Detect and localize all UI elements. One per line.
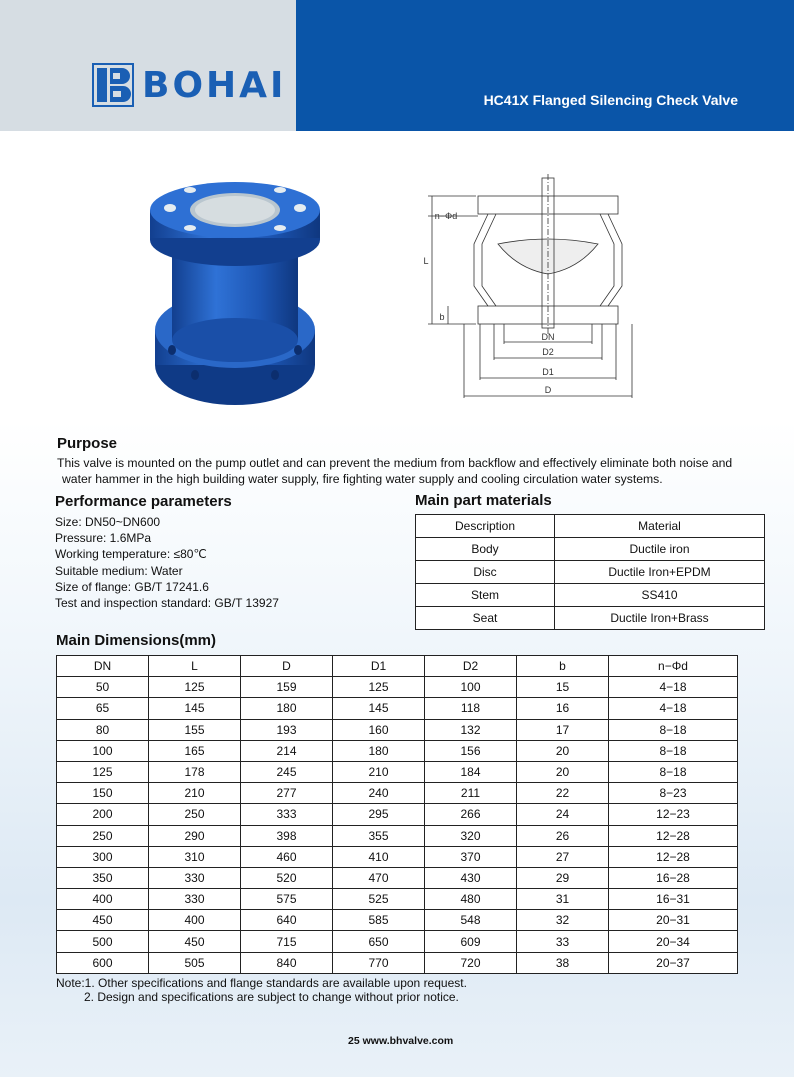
table-cell: 80 <box>57 719 149 740</box>
bohai-logo-icon <box>92 63 134 107</box>
table-cell: 240 <box>333 783 425 804</box>
table-cell: 118 <box>425 698 517 719</box>
table-cell: 22 <box>517 783 609 804</box>
materials-heading: Main part materials <box>415 492 552 509</box>
website-url: www.bhvalve.com <box>362 1035 454 1047</box>
table-row <box>416 607 765 630</box>
table-cell: 125 <box>333 677 425 698</box>
table-cell: 250 <box>149 804 241 825</box>
table-cell: Ductile iron <box>555 538 765 561</box>
table-cell: 470 <box>333 867 425 888</box>
footer <box>348 1035 453 1047</box>
table-cell: 430 <box>425 867 517 888</box>
table-row <box>57 783 738 804</box>
bohai-logo <box>92 62 286 108</box>
table-cell: 770 <box>333 952 425 973</box>
performance-item: Size: DN50~DN600 <box>55 515 161 529</box>
table-cell: 29 <box>517 867 609 888</box>
label-b: b <box>439 312 445 322</box>
table-cell: 184 <box>425 761 517 782</box>
table-cell: 16 <box>517 698 609 719</box>
table-cell: 277 <box>241 783 333 804</box>
table-row <box>57 910 738 931</box>
table-row <box>57 867 738 888</box>
table-row <box>416 584 765 607</box>
table-cell: 8−18 <box>609 761 738 782</box>
table-cell: 20−31 <box>609 910 738 931</box>
dimensions-header-cell: D <box>241 656 333 677</box>
table-cell: 145 <box>333 698 425 719</box>
dimensions-header-cell: L <box>149 656 241 677</box>
table-cell: 20 <box>517 740 609 761</box>
table-cell: 609 <box>425 931 517 952</box>
table-cell: 320 <box>425 825 517 846</box>
table-cell: 100 <box>57 740 149 761</box>
dimensions-heading: Main Dimensions(mm) <box>56 632 217 649</box>
table-cell: 300 <box>57 846 149 867</box>
materials-header-cell: Description <box>416 515 555 538</box>
purpose-heading: Purpose <box>57 435 118 452</box>
dimensions-header-cell: DN <box>57 656 149 677</box>
table-cell: 355 <box>333 825 425 846</box>
table-cell: 214 <box>241 740 333 761</box>
table-row <box>57 952 738 973</box>
table-cell: 31 <box>517 889 609 910</box>
table-cell: 410 <box>333 846 425 867</box>
table-cell: 38 <box>517 952 609 973</box>
dimensions-header-cell: b <box>517 656 609 677</box>
table-cell: 715 <box>241 931 333 952</box>
dimensions-header-cell: n−Φd <box>609 656 738 677</box>
dimensions-header-cell: D2 <box>425 656 517 677</box>
table-cell: 180 <box>241 698 333 719</box>
product-title: HC41X Flanged Silencing Check Valve <box>483 92 738 108</box>
table-cell: SS410 <box>555 584 765 607</box>
table-cell: 245 <box>241 761 333 782</box>
table-row <box>57 698 738 719</box>
performance-list <box>55 514 279 611</box>
table-cell: Ductile Iron+Brass <box>555 607 765 630</box>
performance-item: Pressure: 1.6MPa <box>55 531 152 546</box>
label-D: D <box>544 385 552 395</box>
table-cell: 132 <box>425 719 517 740</box>
dimensions-header-cell: D1 <box>333 656 425 677</box>
table-cell: 20 <box>517 761 609 782</box>
table-cell: 370 <box>425 846 517 867</box>
materials-table <box>415 514 765 630</box>
purpose-line-2: water hammer in the high building water supply, fire fighting water supply and cooling circulation water systems. <box>62 472 663 486</box>
notes <box>56 976 467 1004</box>
table-cell: 640 <box>241 910 333 931</box>
materials-header-cell: Material <box>555 515 765 538</box>
table-cell: 32 <box>517 910 609 931</box>
dimensions-header-row <box>57 656 738 677</box>
table-cell: 333 <box>241 804 333 825</box>
table-row <box>57 825 738 846</box>
table-cell: 500 <box>57 931 149 952</box>
table-cell: 350 <box>57 867 149 888</box>
table-cell: 16−31 <box>609 889 738 910</box>
label-L: L <box>423 256 429 266</box>
table-cell: Ductile Iron+EPDM <box>555 561 765 584</box>
table-cell: 210 <box>333 761 425 782</box>
table-row <box>57 846 738 867</box>
table-row <box>57 740 738 761</box>
table-cell: Body <box>416 538 555 561</box>
dimensions-table <box>56 655 738 974</box>
table-cell: 520 <box>241 867 333 888</box>
table-cell: 20−34 <box>609 931 738 952</box>
label-D2: D2 <box>542 347 554 357</box>
table-cell: 210 <box>149 783 241 804</box>
table-cell: 150 <box>57 783 149 804</box>
page-number: 25 <box>348 1035 360 1047</box>
table-cell: 4−18 <box>609 698 738 719</box>
table-cell: 15 <box>517 677 609 698</box>
table-cell: 450 <box>149 931 241 952</box>
table-cell: 27 <box>517 846 609 867</box>
table-cell: 460 <box>241 846 333 867</box>
table-cell: 650 <box>333 931 425 952</box>
label-DN: DN <box>541 332 555 342</box>
header-title-panel <box>296 0 794 131</box>
valve-section-diagram <box>418 174 654 400</box>
note-line-1: Note:1. Other specifications and flange standards are available upon request. <box>56 976 467 990</box>
table-cell: 840 <box>241 952 333 973</box>
label-nd: n−Φd <box>434 211 458 221</box>
table-cell: 450 <box>57 910 149 931</box>
table-cell: 330 <box>149 867 241 888</box>
table-row <box>416 538 765 561</box>
table-cell: 310 <box>149 846 241 867</box>
table-cell: 156 <box>425 740 517 761</box>
table-cell: 24 <box>517 804 609 825</box>
table-cell: 160 <box>333 719 425 740</box>
table-cell: 159 <box>241 677 333 698</box>
table-cell: 398 <box>241 825 333 846</box>
table-cell: 295 <box>333 804 425 825</box>
table-cell: 200 <box>57 804 149 825</box>
valve-product-photo <box>140 180 330 410</box>
table-cell: 12−28 <box>609 825 738 846</box>
table-cell: 193 <box>241 719 333 740</box>
table-cell: 65 <box>57 698 149 719</box>
table-cell: 600 <box>57 952 149 973</box>
table-row <box>57 889 738 910</box>
table-row <box>57 804 738 825</box>
table-cell: 165 <box>149 740 241 761</box>
table-cell: 266 <box>425 804 517 825</box>
table-cell: 400 <box>57 889 149 910</box>
table-cell: 211 <box>425 783 517 804</box>
table-cell: 125 <box>149 677 241 698</box>
table-cell: 585 <box>333 910 425 931</box>
table-row <box>57 677 738 698</box>
table-cell: Stem <box>416 584 555 607</box>
table-row <box>57 719 738 740</box>
purpose-line-1: This valve is mounted on the pump outlet and can prevent the medium from backflow and effectively eliminate both noise and <box>57 456 733 470</box>
table-row <box>57 761 738 782</box>
table-row <box>416 561 765 584</box>
table-cell: 8−23 <box>609 783 738 804</box>
table-cell: 720 <box>425 952 517 973</box>
performance-item: Size of flange: GB/T 17241.6 <box>55 579 209 594</box>
table-cell: 20−37 <box>609 952 738 973</box>
header-brand-panel <box>0 0 296 131</box>
performance-item: Suitable medium: Water <box>55 563 183 578</box>
table-cell: 12−23 <box>609 804 738 825</box>
table-cell: 8−18 <box>609 719 738 740</box>
table-cell: Disc <box>416 561 555 584</box>
table-cell: 330 <box>149 889 241 910</box>
table-cell: 12−28 <box>609 846 738 867</box>
table-cell: 525 <box>333 889 425 910</box>
table-cell: 178 <box>149 761 241 782</box>
brand-name: BOHAI <box>142 64 287 106</box>
table-cell: 400 <box>149 910 241 931</box>
table-cell: 125 <box>57 761 149 782</box>
table-cell: 17 <box>517 719 609 740</box>
table-cell: 33 <box>517 931 609 952</box>
table-cell: 4−18 <box>609 677 738 698</box>
table-cell: 155 <box>149 719 241 740</box>
table-cell: 250 <box>57 825 149 846</box>
table-cell: 480 <box>425 889 517 910</box>
table-cell: 290 <box>149 825 241 846</box>
table-cell: 16−28 <box>609 867 738 888</box>
performance-heading: Performance parameters <box>55 493 232 510</box>
table-row <box>57 931 738 952</box>
note-line-2: 2. Design and specifications are subject to change without prior notice. <box>84 990 459 1004</box>
table-cell: 100 <box>425 677 517 698</box>
table-cell: 575 <box>241 889 333 910</box>
table-cell: 26 <box>517 825 609 846</box>
table-cell: 505 <box>149 952 241 973</box>
materials-header-row <box>416 515 765 538</box>
table-cell: 145 <box>149 698 241 719</box>
performance-item: Test and inspection standard: GB/T 13927 <box>55 596 279 611</box>
table-cell: 50 <box>57 677 149 698</box>
table-cell: Seat <box>416 607 555 630</box>
table-cell: 548 <box>425 910 517 931</box>
label-D1: D1 <box>542 367 554 377</box>
table-cell: 8−18 <box>609 740 738 761</box>
table-cell: 180 <box>333 740 425 761</box>
performance-item: Working temperature: ≤80℃ <box>55 547 207 562</box>
